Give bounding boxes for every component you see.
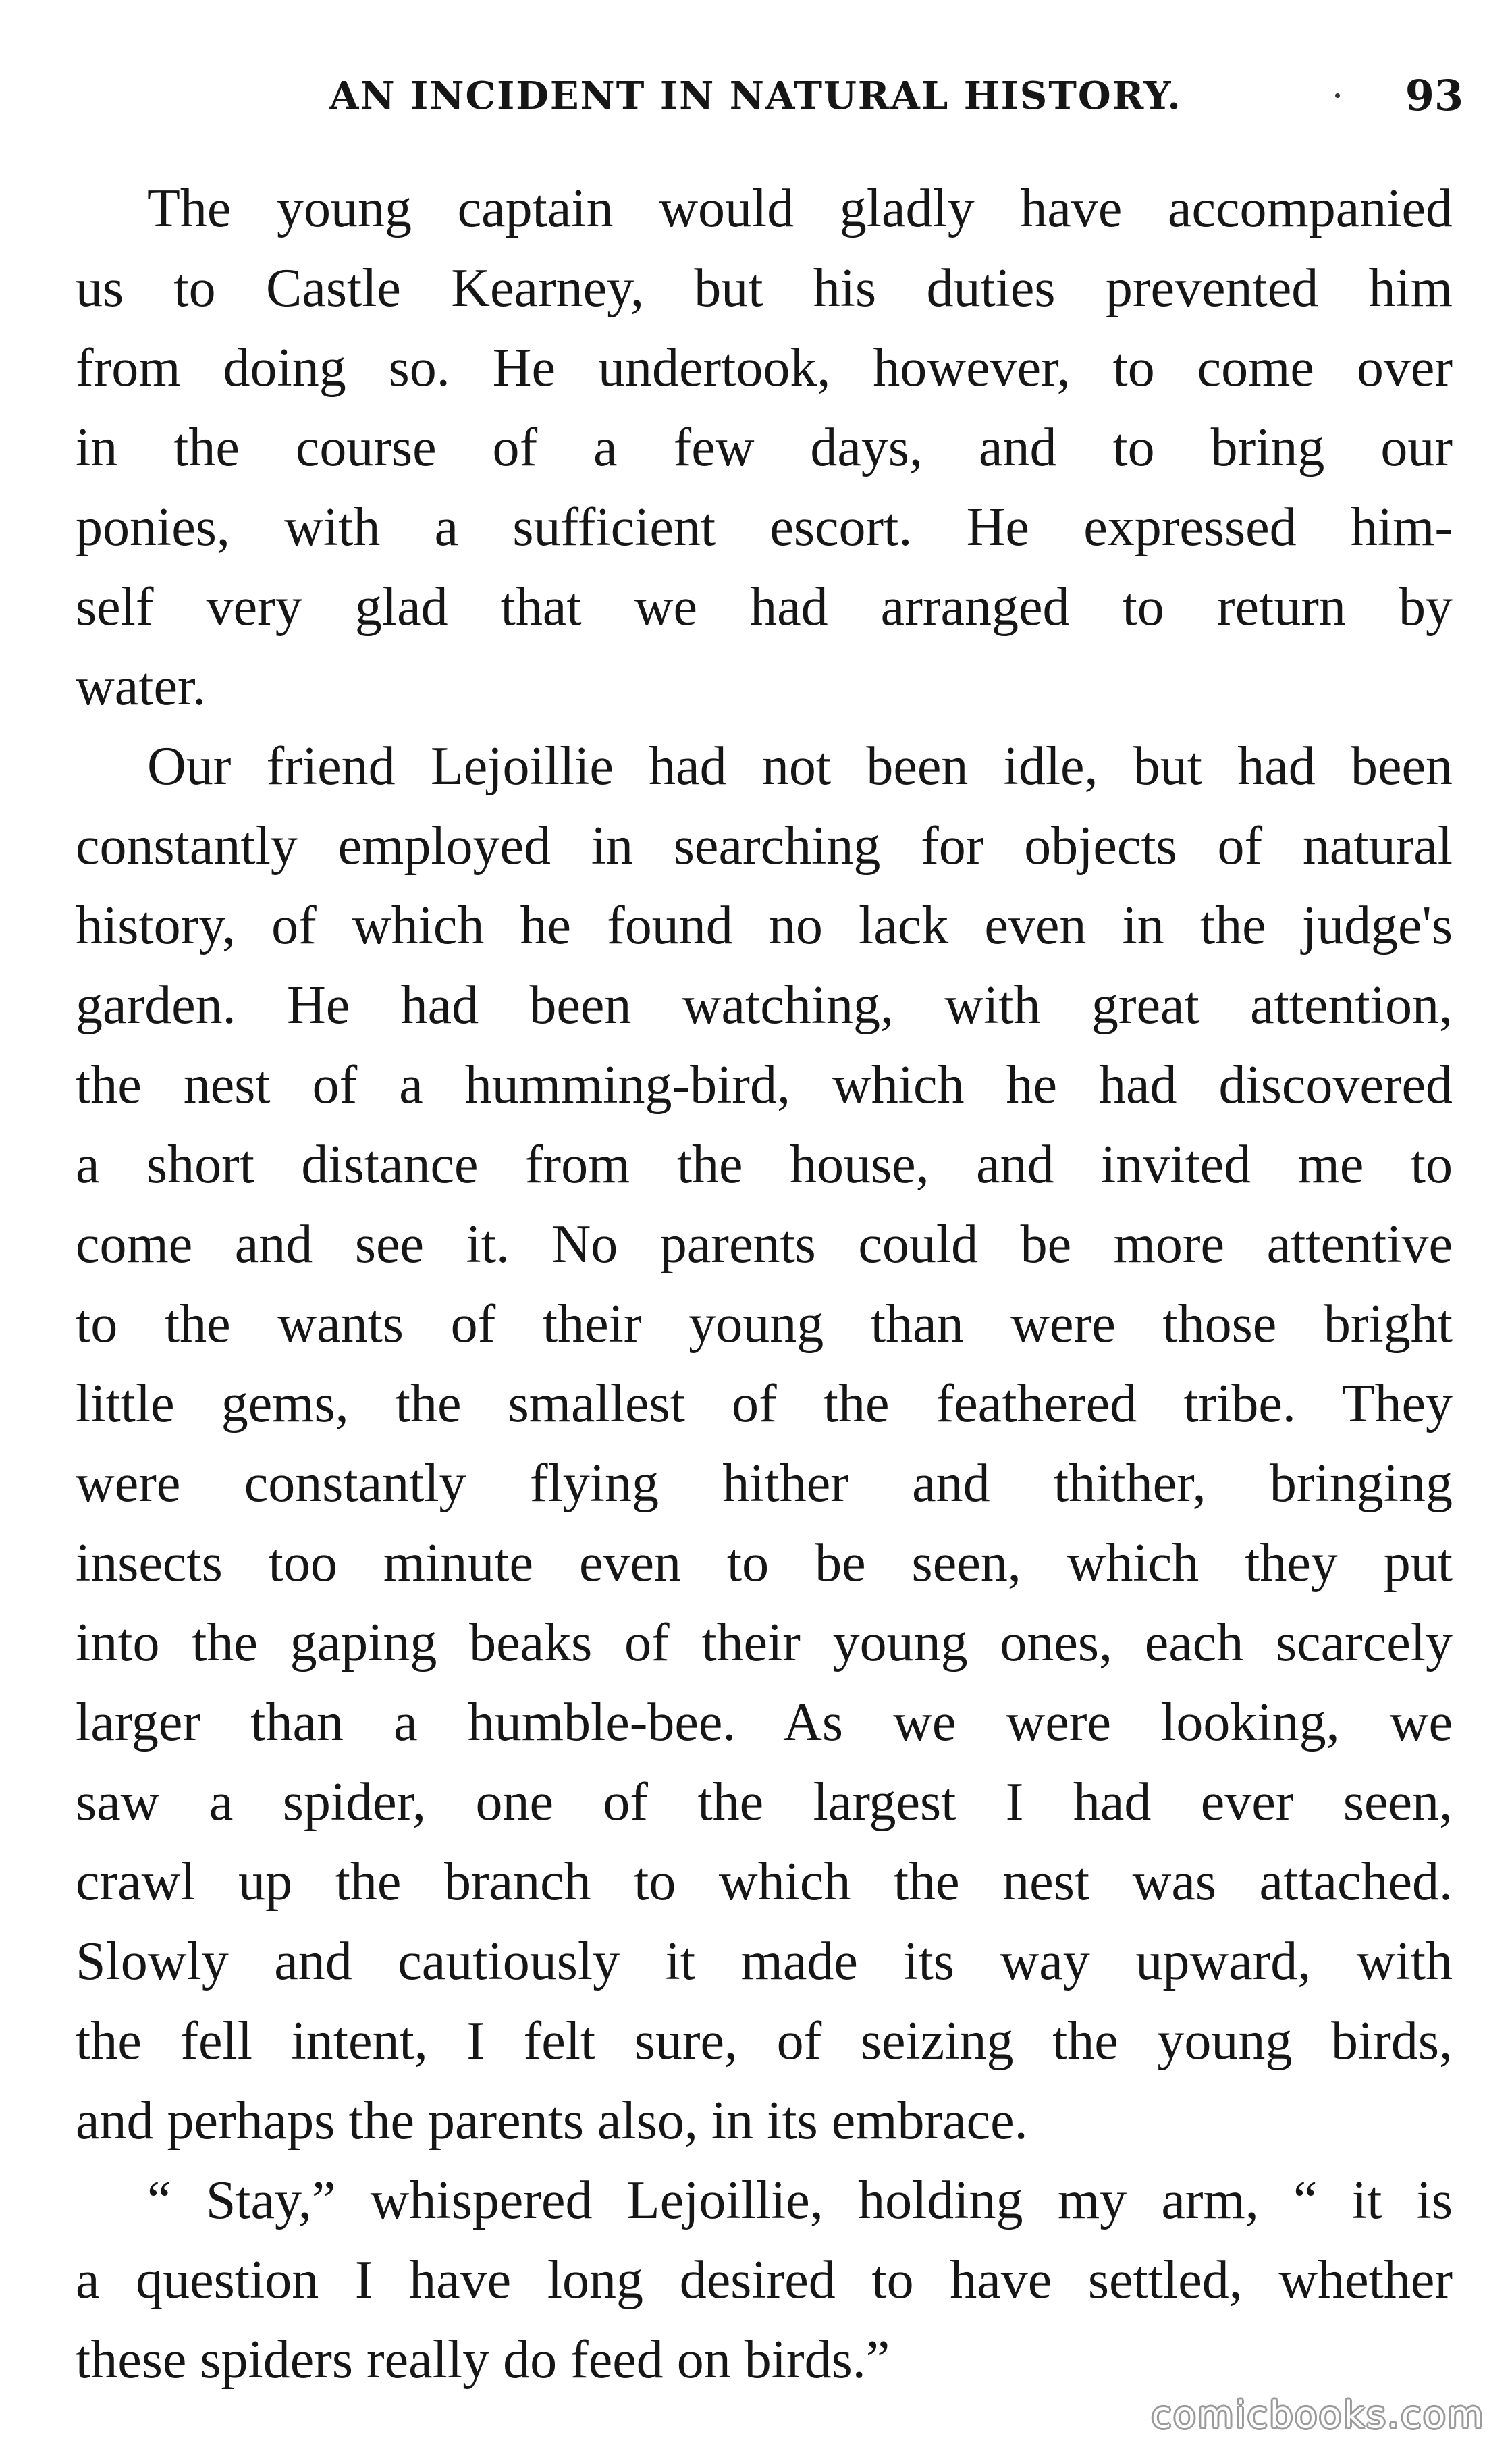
text-line: and perhaps the parents also, in its embrace. (76, 2091, 1028, 2151)
text-line: from doing so. He undertook, however, to come over (76, 338, 1453, 398)
text-line: a short distance from the house, and invited me to (76, 1135, 1453, 1194)
text-line: “ Stay,” whispered Lejoillie, holding my arm, “ it is (147, 2171, 1453, 2230)
text-line: larger than a humble-bee. As we were looking, we (76, 1693, 1453, 1752)
page-number: 93 (1405, 71, 1463, 120)
text-line: us to Castle Kearney, but his duties prevented him (76, 259, 1453, 318)
watermark-logo: comicbooks.com (1151, 2394, 1485, 2436)
text-line: these spiders really do feed on birds.” (76, 2330, 890, 2390)
text-line: constantly employed in searching for objects of natural (76, 816, 1453, 876)
header-dot (1335, 93, 1340, 98)
text-line: history, of which he found no lack even in the judge's (76, 896, 1453, 955)
text-line: the nest of a humming-bird, which he had discovered (76, 1055, 1453, 1115)
text-line: little gems, the smallest of the feathered tribe. They (76, 1374, 1453, 1433)
paragraph-1 (76, 169, 1453, 727)
body-text (76, 169, 1453, 2400)
running-head (329, 69, 1463, 123)
text-line: were constantly flying hither and thither, bringing (76, 1454, 1453, 1513)
text-line: ponies, with a sufficient escort. He expressed him- (76, 498, 1453, 557)
text-line: to the wants of their young than were those bright (76, 1294, 1453, 1354)
text-line: come and see it. No parents could be more attentive (76, 1215, 1453, 1274)
text-line: Slowly and cautiously it made its way upward, with (76, 1932, 1453, 1991)
running-title: AN INCIDENT IN NATURAL HISTORY. (329, 74, 1182, 118)
text-line: self very glad that we had arranged to return by (76, 577, 1453, 637)
text-line: in the course of a few days, and to bring our (76, 418, 1453, 477)
text-line: insects too minute even to be seen, which they put (76, 1533, 1453, 1593)
paragraph-3 (76, 2161, 1453, 2400)
text-line: a question I have long desired to have settled, whether (76, 2251, 1453, 2310)
text-line: garden. He had been watching, with great attention, (76, 976, 1453, 1035)
text-line: the fell intent, I felt sure, of seizing the young birds, (76, 2011, 1453, 2071)
text-line: The young captain would gladly have accompanied (147, 179, 1453, 238)
text-line: Our friend Lejoillie had not been idle, but had been (147, 737, 1453, 796)
text-line: into the gaping beaks of their young ones, each scarcely (76, 1613, 1453, 1673)
text-line: water. (76, 657, 207, 716)
paragraph-2 (76, 727, 1453, 2161)
text-line: crawl up the branch to which the nest was attached. (76, 1852, 1453, 1912)
text-line: saw a spider, one of the largest I had ever seen, (76, 1772, 1453, 1832)
